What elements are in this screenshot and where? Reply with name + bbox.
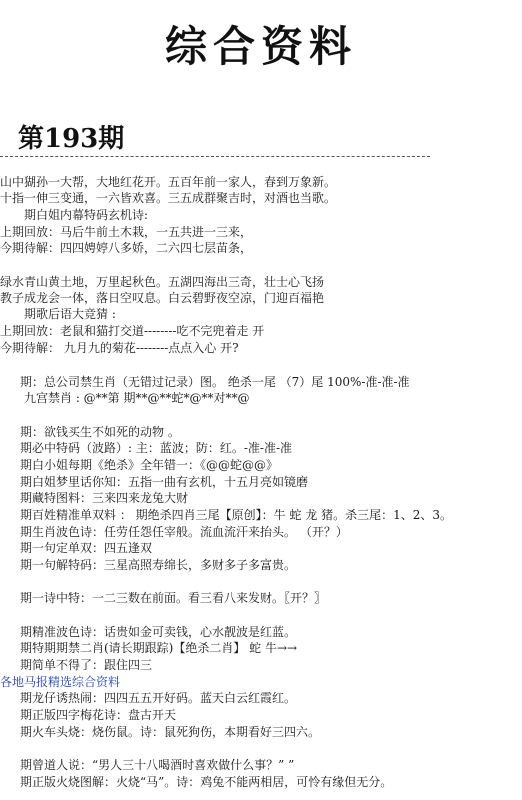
text-line: 上期回放：马后牛前土木栽，一五共进一三来， — [0, 225, 253, 239]
text-line: 山中猢孙一大帮，大地红花开。五百年前一家人，春到万象新。 — [0, 175, 337, 189]
text-line: 期：欲钱买生不如死的动物 。 — [20, 425, 180, 439]
text-line: 期简单不得了：跟住四三 — [20, 658, 153, 672]
text-line: 九宫禁肖 : @**第 期**@**蛇*@**对**@ — [24, 391, 250, 405]
text-line: 期：总公司禁生肖（无错过记录）图。 绝杀一尾 （7）尾 100%-准-准-准 — [20, 375, 410, 389]
text-line: 期必中特码（波路）: 主：蓝波；防：红。-准-准-准 — [20, 441, 293, 455]
page-title: 综合资料 — [164, 22, 357, 71]
text-line: 期龙仔诱热闹：四四五五开好码。蓝天白云红霞红。 — [20, 691, 297, 705]
text-line: 期曾道人说：“男人三十八喝酒时喜欢做什么事？” ” — [20, 758, 295, 772]
text-line: 期歌后语大竞猜 : — [24, 307, 116, 321]
text-line: 期百姓精准单双料 ： 期绝杀四肖三尾【原创】：牛 蛇 龙 猪。杀三尾：1、2、3。 — [20, 508, 452, 522]
text-line: 期火车头烧：烧伤鼠。诗：鼠死狗伤，本期看好三四六。 — [20, 725, 321, 739]
text-line: 绿水青山黄土地，万里起秋色。五湖四海出三奇，壮士心飞扬 — [0, 275, 325, 289]
text-line: 期特期期禁二肖(请长期跟踪)【绝杀二肖】 蛇 牛→→ — [20, 641, 298, 655]
text-line: 各地马报精选综合资料 — [0, 675, 121, 689]
text-line: 期白姐内幕特码玄机诗: — [24, 208, 149, 222]
text-line: 期精准波色诗：话贵如金可卖钱，心水靓波是红蓝。 — [20, 625, 297, 639]
text-line: 教子成龙会一体，落日空叹息。白云碧野夜空凉，门迎百福艳 — [0, 291, 325, 305]
text-line: 期正版火烧图解：火烧“马”。诗：鸡兔不能两相居，可怜有缘但无分。 — [20, 775, 393, 789]
text-line: 今期待解： 九月九的菊花--------点点入心 开? — [0, 341, 239, 355]
text-line: 期一句解特码：三星高照寿绵长，多财多子多富贵。 — [20, 558, 297, 572]
text-line: 今期待解：四四娉婷八多娇，二六四七层苗条， — [0, 241, 253, 255]
text-line: 期一诗中特：一二三数在前面。看三看八来发财。〖开？〗 — [20, 591, 327, 605]
text-line: 上期回放：老鼠和猫打交道--------吃不完兜着走 开 — [0, 324, 265, 338]
text-line: 期白姐梦里话你知：五指一曲有玄机，十五月亮如镜磨 — [20, 475, 309, 489]
text-line: 期正版四字梅花诗：盘古开天 — [20, 708, 177, 722]
text-line: 期藏特图料：三来四来龙兔大财 — [20, 491, 189, 505]
text-line: 期白小姐每期《绝杀》全年错一：《@@蛇@@》 — [20, 458, 279, 472]
divider — [0, 156, 430, 157]
text-line: 期生肖波色诗：任劳任怨任宰般。流血流汗来抬头。 （开？） — [20, 525, 348, 539]
text-line: 十指一伸三变通，一六皆欢喜。三五成群聚吉时，对酒也当歌。 — [0, 191, 337, 205]
text-line: 期一句定单双：四五逢双 — [20, 541, 153, 555]
issue-number: 第193期 — [18, 124, 125, 154]
